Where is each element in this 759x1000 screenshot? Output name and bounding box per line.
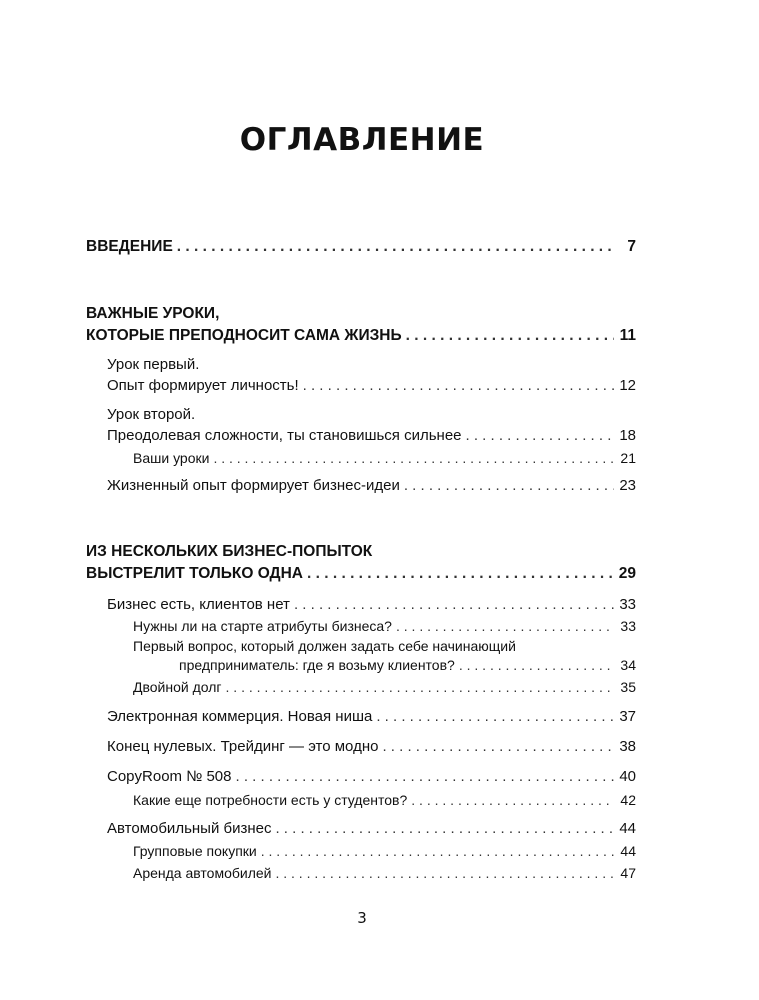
toc-entry-label: Преодолевая сложности, ты становишься сильнее [107, 427, 462, 444]
toc-leader-dots [406, 327, 614, 345]
toc-page-number: 12 [619, 377, 636, 394]
toc-entry-label: Опыт формирует личность! [107, 377, 299, 394]
toc-entry-label-line1: ИЗ НЕСКОЛЬКИХ БИЗНЕС-ПОПЫТОК [86, 543, 373, 560]
toc-leader-dots [303, 377, 614, 394]
toc-leader-dots [404, 477, 614, 494]
toc-entry-group-purchases[interactable] [133, 843, 636, 859]
toc-entry-label: предприниматель: где я возьму клиентов? [179, 657, 455, 673]
toc-entry-label: Жизненный опыт формирует бизнес-идеи [107, 477, 400, 494]
toc-entry-label: Аренда автомобилей [133, 865, 272, 881]
toc-leader-dots [382, 738, 614, 755]
toc-entry-label-line1: ВАЖНЫЕ УРОКИ, [86, 305, 220, 322]
toc-page-number: 23 [619, 477, 636, 494]
page-number: 3 [357, 909, 367, 927]
toc-entry-label: Ваши уроки [133, 450, 210, 466]
toc-page-number: 11 [619, 327, 636, 344]
toc-page-number: 18 [619, 427, 636, 444]
toc-entry-ecommerce[interactable] [107, 708, 636, 725]
toc-entry-no-clients[interactable] [107, 596, 636, 613]
toc-entry-label: ВВЕДЕНИЕ [86, 238, 173, 255]
toc-entry-label: Конец нулевых. Трейдинг — это модно [107, 738, 379, 755]
toc-page-number: 44 [619, 820, 636, 837]
toc-page-number: 7 [627, 238, 636, 255]
toc-page-number: 21 [620, 450, 636, 466]
page-title: ОГЛАВЛЕНИЕ [239, 122, 485, 158]
toc-entry-label-line1: Урок второй. [107, 406, 196, 423]
toc-entry-double-debt[interactable] [133, 679, 636, 695]
toc-entry-lesson-2[interactable] [107, 406, 636, 444]
toc-leader-dots [307, 565, 614, 583]
toc-entry-label-line1: Урок первый. [107, 356, 200, 373]
toc-leader-dots [294, 596, 614, 613]
toc-entry-label: Групповые покупки [133, 843, 257, 859]
toc-entry-introduction[interactable] [86, 238, 636, 256]
toc-page-number: 40 [619, 768, 636, 785]
toc-page-number: 33 [619, 596, 636, 613]
toc-entry-label: Какие еще потребности есть у студентов? [133, 792, 408, 808]
toc-leader-dots [226, 679, 614, 695]
toc-leader-dots [275, 820, 614, 837]
toc-entry-chapter-1[interactable] [86, 305, 636, 345]
toc-entry-trading[interactable] [107, 738, 636, 755]
toc-page-number: 35 [620, 679, 636, 695]
toc-leader-dots [177, 238, 614, 256]
toc-page-number: 44 [620, 843, 636, 859]
toc-entry-label: ВЫСТРЕЛИТ ТОЛЬКО ОДНА [86, 565, 303, 582]
toc-entry-auto-business[interactable] [107, 820, 636, 837]
toc-entry-first-question[interactable] [133, 638, 636, 673]
toc-leader-dots [411, 792, 614, 808]
toc-page-number: 47 [620, 865, 636, 881]
toc-leader-dots [396, 618, 614, 634]
toc-leader-dots [261, 843, 614, 859]
toc-entry-life-experience[interactable] [107, 477, 636, 494]
toc-entry-label-line1: Первый вопрос, который должен задать себе начинающий [133, 638, 516, 654]
toc-leader-dots [466, 427, 615, 444]
toc-leader-dots [213, 450, 614, 466]
toc-entry-copyroom[interactable] [107, 768, 636, 785]
toc-entry-lesson-1[interactable] [107, 356, 636, 394]
toc-leader-dots [235, 768, 614, 785]
toc-page-number: 29 [618, 565, 636, 582]
toc-entry-label: Нужны ли на старте атрибуты бизнеса? [133, 618, 392, 634]
toc-page-number: 34 [620, 657, 636, 673]
toc-entry-student-needs[interactable] [133, 792, 636, 808]
toc-entry-business-attributes[interactable] [133, 618, 636, 634]
toc-leader-dots [376, 708, 614, 725]
toc-entry-car-rental[interactable] [133, 865, 636, 881]
toc-page-number: 38 [619, 738, 636, 755]
toc-leader-dots [275, 865, 614, 881]
toc-entry-label: CopyRoom № 508 [107, 768, 232, 785]
toc-entry-label: КОТОРЫЕ ПРЕПОДНОСИТ САМА ЖИЗНЬ [86, 327, 402, 344]
toc-entry-your-lessons[interactable] [133, 450, 636, 466]
toc-entry-label: Электронная коммерция. Новая ниша [107, 708, 373, 725]
toc-entry-chapter-2[interactable] [86, 543, 636, 583]
toc-entry-label: Автомобильный бизнес [107, 820, 272, 837]
toc-entry-label: Двойной долг [133, 679, 222, 695]
toc-page-number: 37 [619, 708, 636, 725]
toc-entry-label: Бизнес есть, клиентов нет [107, 596, 290, 613]
toc-page-number: 42 [620, 792, 636, 808]
toc-page-number: 33 [620, 618, 636, 634]
toc-leader-dots [459, 657, 614, 673]
